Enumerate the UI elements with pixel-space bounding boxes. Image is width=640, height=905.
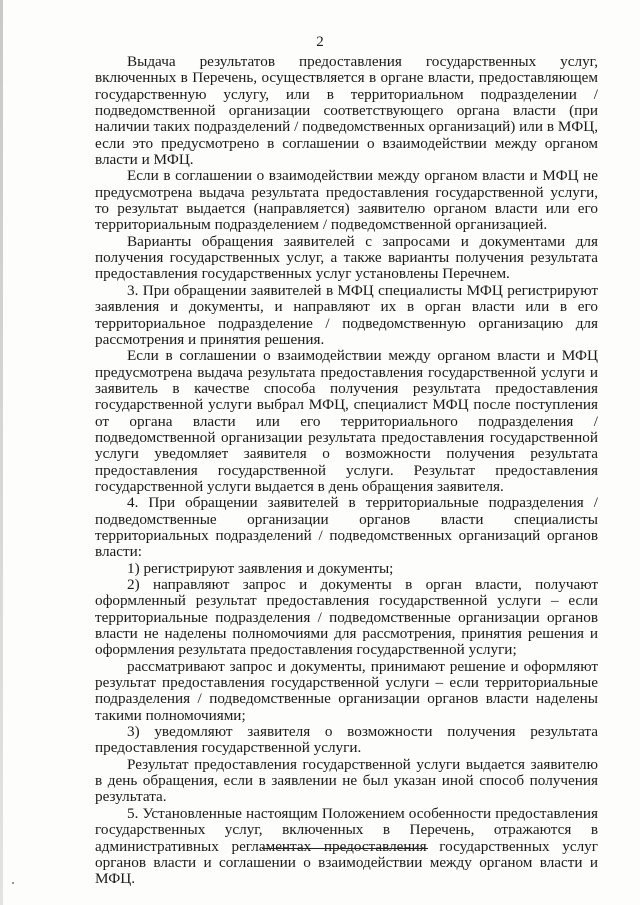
list-item: 2) направляют запрос и документы в орган власти, получают оформленный результат предоставления государственной услуги – если территориальные подразделения / подведомственные организации органов власти не наделены полномочиями для рассмотрения, принятия решения и оформления результата предоставления государственной услуги; bbox=[95, 576, 598, 659]
paragraph: Если в соглашении о взаимодействии между органом власти и МФЦ не предусмотрена выдача результата предоставления государственной услуги, то результат выдается (направляется) заявителю органом власти или его территориальным подразделением / подведомственной организацией. bbox=[95, 167, 598, 234]
scan-left-edge bbox=[0, 0, 3, 905]
paragraph: Результат предоставления государственной услуги выдается заявителю в день обращения, если в заявлении не был указан иной способ получения результата. bbox=[95, 755, 598, 806]
paragraph: 4. При обращении заявителей в территориальные подразделения / подведомственные организации органов власти специалисты территориальных подразделений / подведомственных организаций органов власти: bbox=[95, 494, 598, 561]
footer-divider bbox=[262, 848, 428, 849]
paragraph: Если в соглашении о взаимодействии между органом власти и МФЦ предусмотрена выдача результата предоставления государственной услуги и заявитель в качестве способа получения результата предоставления государственной услуги выбрал МФЦ, специалист МФЦ после поступления от органа власти или его территориального подразделения / подведомственной организации результата предоставления государственной услуги уведомляет заявителя о возможности получения результата предоставления государственной услуги. Результат предоставления государственной услуги выдается в день обращения заявителя. bbox=[95, 347, 598, 495]
document-body bbox=[95, 54, 598, 888]
page-number: 2 bbox=[316, 34, 324, 50]
paragraph: 5. Установленные настоящим Положением особенности предоставления государственных услуг, включенных в Перечень, отражаются в административных регламентах предоставления государственных услуг органов власти и соглашении о взаимодействии между органом власти и МФЦ. bbox=[95, 804, 598, 888]
paragraph: 3. При обращении заявителей в МФЦ специалисты МФЦ регистрируют заявления и документы, и направляют их в орган власти или в его территориальное подразделение / подведомственную организацию для рассмотрения и принятия решения. bbox=[95, 281, 598, 348]
paragraph: рассматривают запрос и документы, принимают решение и оформляют результат предоставления государственной услуги – если территориальные подразделения / подведомственные организации органов власти наделены такими полномочиями; bbox=[95, 657, 598, 724]
list-item: 1) регистрируют заявления и документы; bbox=[127, 559, 394, 577]
paragraph: Выдача результатов предоставления государственных услуг, включенных в Перечень, осуществляется в органе власти, предоставляющем государственную услугу, или в территориальном подразделении / подведомственной организации соответствующего органа власти (при наличии таких подразделений / подведомственных организаций) или в МФЦ, если это предусмотрено в соглашении о взаимодействии между органом власти и МФЦ. bbox=[95, 53, 598, 169]
list-item: 3) уведомляют заявителя о возможности получения результата предоставления государственной услуги. bbox=[95, 723, 598, 757]
scan-speck bbox=[12, 882, 14, 884]
paragraph: Варианты обращения заявителей с запросами и документами для получения государственных услуг, а также варианты получения результата предоставления государственных услуг установлены Перечнем. bbox=[95, 232, 598, 283]
